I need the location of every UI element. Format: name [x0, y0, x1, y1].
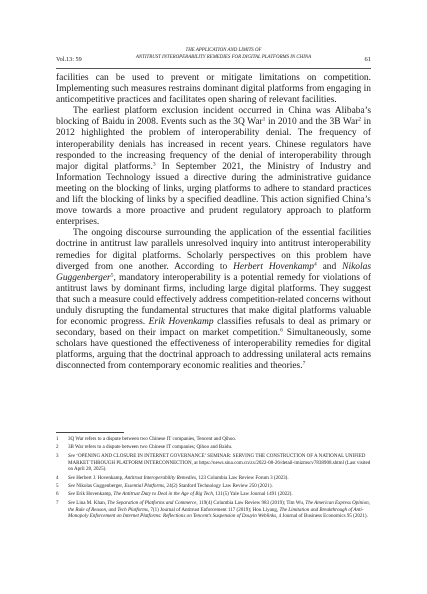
footnote-text: 3Q War refers to a dispute between two Chinese IT companies, Tencent and Qihoo. [68, 436, 237, 442]
paragraph-3-text-e: Simultaneously, some scholars have questioned the effectiveness of interoperability remedies for digital platforms, arguing that the doctrinal approach to addressing unilateral acts remains disconnected from contemporary economic realities and theories. [56, 328, 371, 372]
footnote-7 [56, 500, 371, 521]
footnote-citation: , 24(2) Stanford Technology Law Review 250 (2021). [164, 483, 273, 489]
footnote-citation: , 123 Columbia Law Review Forum 3 (2023). [195, 474, 289, 481]
paragraph-3-text-b: and [316, 261, 343, 272]
running-header [56, 44, 371, 69]
footnote-ref-7[interactable]: 7 [302, 360, 306, 367]
footnote-author: Erik Hovenkamp, [75, 491, 114, 498]
paragraph-3-text-c: , mandatory interoperability is a potential remedy for violations of antitrust laws by dominant firms, including large digital platforms. They suggest that such a measure could effectively address competition-related concerns without unduly disrupting the fundamental structures that make digital platforms valuable for economic progress. [56, 272, 371, 328]
paragraph-3 [56, 228, 371, 372]
footnote-author: Nikolas Guggenberger, [75, 483, 125, 489]
running-title [106, 48, 341, 62]
paragraph-2 [56, 106, 371, 228]
footnote-text: 3B War refers to a dispute between two Chinese IT companies; Qihoo and Baidu. [68, 444, 233, 451]
footnote-ref-4[interactable]: 4 [313, 261, 317, 268]
footnote-4 [56, 475, 371, 482]
footnote-number: 3 [56, 452, 59, 459]
footnote-work-title: The Antitrust Duty to Deal in the Age of Big Tech [113, 491, 213, 498]
footnote-work-title: The American Express Opinion, the Rule of Reason, and Tech Platforms [68, 499, 370, 513]
paragraph-3-text-d: classifies refusals to deal as primary or secondary, based on their impact on market competition. [56, 317, 371, 339]
paragraph-2-text-d: In September 2021, the Ministry of Industry and Information Technology issued a directive during the administrative guidance meeting on the blocking of links, urging platforms to adhere to standard practices and lift the blocking of links by a specified deadline. This action signified China’s move towards a more proactive and prudent regulatory approach to platform enterprises. [56, 161, 371, 228]
footnote-ref-1[interactable]: 1 [262, 116, 266, 123]
footnote-number: 6 [56, 491, 59, 498]
footnote-1 [56, 436, 371, 443]
footnote-3 [56, 453, 371, 474]
paragraph-1: facilities can be used to prevent or mitigate limitations on competition. Implementing such measures restrains dominant digital platforms from engaging in anticompetitive practices and facilitates open sharing of relevant facilities. [56, 73, 371, 106]
footnote-author: Lina M. Khan, [75, 499, 108, 506]
footnote-ref-3[interactable]: 3 [152, 161, 156, 168]
footnote-see: See [68, 499, 76, 506]
author-erik-hovenkamp: Erik Hovenkamp [148, 317, 214, 328]
footnote-work-title: The Limitation and Breakthrough of Anti-Monopoly Enforcement on Internet Platforms: Reflections on Tencent’s Suspension of Douyin Weblinks [68, 506, 364, 520]
footnote-author: Herbert J. Hovenkamp, [75, 474, 125, 481]
footnote-citation: , 7(1) Journal of Antitrust Enforcement 117 (2019); Hou Liyang, [147, 506, 280, 513]
footnote-number: 1 [56, 436, 59, 442]
footnote-see: See [68, 474, 76, 481]
footnote-5 [56, 483, 371, 490]
paragraph-2-text-b: in 2010 and the 3B War [265, 117, 359, 128]
paragraph-2-text-a: The earliest platform exclusion incident occurred in China was Alibaba’s blocking of Baidu in 2008. Events such as the 3Q War [56, 106, 371, 128]
footnote-citation: , 4 Journal of Business Economics 95 (2021). [276, 513, 368, 520]
running-title-line-2: ANTITRUST INTEROPERABILITY REMEDIES FOR DIGITAL PLATFORMS IN CHINA [135, 54, 312, 60]
footnote-number: 5 [56, 483, 59, 489]
footnote-2 [56, 444, 371, 451]
footnote-work-title: Antitrust Interoperability Remedies [124, 474, 196, 481]
footnote-ref-6[interactable]: 6 [280, 327, 283, 334]
footnote-ref-5[interactable]: 5 [110, 272, 114, 279]
footnote-text: ‘OPENING AND CLOSURE IN INTERNET GOVERNANCE’ SEMINAR: SERVING THE CONSTRUCTION OF A NATIONAL UNIFIED MARKET THROUGH PLATFORM INTERCONNECTION, at https://news.sina.com.cn/zx/2022-08-26/detail-imizmscv7838908.shtml (Last visited on April 28, 2025). [68, 452, 371, 473]
footnote-number: 4 [56, 474, 59, 481]
page-number: 61 [364, 56, 371, 63]
footnote-6 [56, 491, 371, 498]
footnote-number: 7 [56, 499, 59, 506]
footnote-work-title: Essential Platforms [124, 483, 165, 489]
author-herbert-hovenkamp: Herbert Hovenkamp [233, 261, 314, 272]
footnote-see: See [68, 483, 76, 489]
footnote-divider [56, 432, 124, 433]
footnote-citation: , 119(4) Columbia Law Review 983 (2019); Tim Wu, [196, 499, 306, 506]
volume-label: Vol.13: 59 [56, 56, 82, 63]
footnote-ref-2[interactable]: 2 [358, 116, 362, 123]
paragraph-3-text-a: The ongoing discourse surrounding the application of the essential facilities doctrine in antitrust law parallels unresolved inquiry into antitrust interoperability remedies for digital platforms. Scholarly perspectives on this problem have diverged from one another. According to [56, 228, 371, 272]
footnote-see: See [68, 452, 76, 459]
footnotes [56, 436, 371, 522]
footnote-number: 2 [56, 444, 59, 451]
footnote-citation: , 131(5) Yale Law Journal 1491 (2022). [212, 491, 293, 498]
footnote-work-title: The Separation of Platforms and Commerce [107, 499, 197, 506]
paragraph-2-text-c: in 2012 highlighted the problem of interoperability denial. The frequency of interoperability denials has increased in recent years. Chinese regulators have responded to the increasing frequency of the denial of interoperability through major digital platforms. [56, 117, 371, 172]
footnote-see: See [68, 491, 76, 498]
author-nikolas-guggenberger: Nikolas Guggenberger [56, 261, 371, 283]
body-text [56, 73, 371, 373]
running-title-line-1: THE APPLICATION AND LIMITS OF [185, 48, 262, 53]
